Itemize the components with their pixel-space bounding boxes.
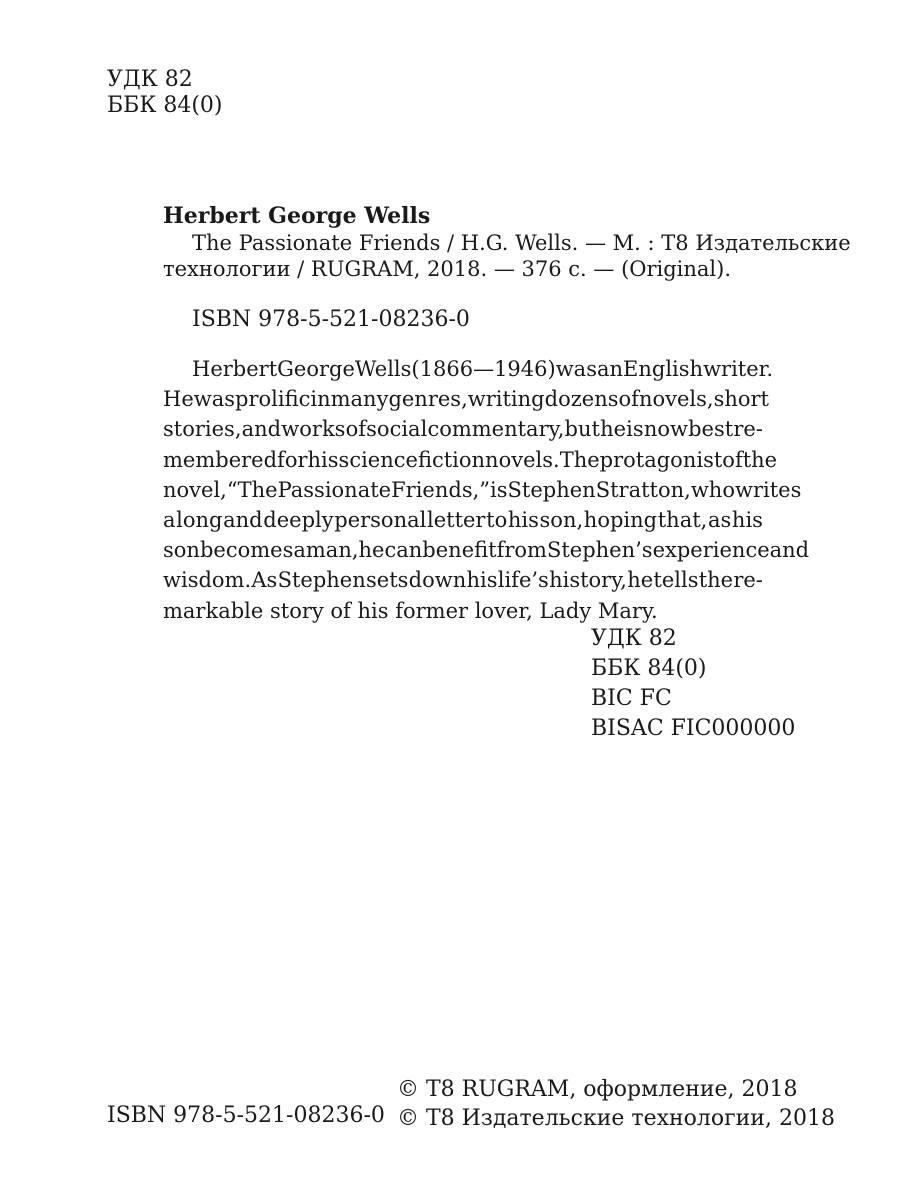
author-name: Herbert George Wells bbox=[163, 203, 431, 229]
description-line bbox=[163, 596, 763, 626]
description-word: can bbox=[384, 538, 423, 563]
description-line bbox=[163, 535, 810, 565]
description-word: science bbox=[338, 447, 418, 472]
description-word: the bbox=[698, 568, 734, 593]
description-word: Passionate bbox=[277, 477, 392, 502]
description-word: protagonist bbox=[599, 447, 723, 472]
description-line bbox=[163, 354, 774, 384]
description-word: he bbox=[600, 417, 627, 442]
description-word: man, bbox=[305, 538, 359, 563]
classification-block bbox=[591, 624, 795, 744]
description-word: now bbox=[643, 417, 688, 442]
description-word: — bbox=[473, 357, 495, 381]
description-word: fiction bbox=[417, 447, 486, 472]
description-word: is bbox=[490, 477, 508, 502]
description-word: experience bbox=[652, 538, 770, 563]
description-word: is bbox=[626, 417, 644, 442]
description-word: who bbox=[690, 477, 735, 502]
description-word: a bbox=[293, 538, 306, 563]
description-word: personal bbox=[334, 508, 427, 533]
description-word: his bbox=[307, 447, 339, 472]
description-word: re- bbox=[733, 417, 763, 442]
description-word: was bbox=[555, 357, 597, 381]
description-word: wisdom. bbox=[163, 568, 252, 593]
description-word: writer. bbox=[703, 357, 774, 381]
description-word: and bbox=[769, 538, 810, 563]
description-word: best bbox=[688, 417, 734, 442]
udk-code: УДК 82 bbox=[591, 626, 677, 651]
description-word: becomes bbox=[199, 538, 294, 563]
description-word: prolific bbox=[235, 387, 311, 412]
description-word: stories, bbox=[163, 417, 242, 442]
description-word: of bbox=[618, 387, 639, 412]
description-word: writes bbox=[734, 477, 802, 502]
description-line bbox=[163, 384, 770, 414]
book-description bbox=[163, 354, 810, 626]
description-word: son, bbox=[539, 508, 584, 533]
copyright-line: © T8 Издательские технологии, 2018 bbox=[397, 1106, 835, 1131]
description-word: (1866 bbox=[411, 357, 474, 381]
description-word: English bbox=[623, 357, 704, 381]
description-word: He bbox=[163, 387, 194, 412]
copyright-line: © T8 RUGRAM, оформление, 2018 bbox=[397, 1077, 798, 1102]
description-word: George bbox=[277, 357, 355, 381]
description-word: commentary, bbox=[427, 417, 565, 442]
bibliographic-line: The Passionate Friends / H.G. Wells. — M. : T8 Издательские bbox=[192, 231, 851, 255]
description-word: 1946) bbox=[494, 357, 556, 381]
description-line bbox=[163, 565, 763, 595]
description-word: and bbox=[241, 417, 282, 442]
description-word: in bbox=[310, 387, 331, 412]
description-word: of bbox=[722, 447, 743, 472]
description-word: genres, bbox=[388, 387, 468, 412]
description-word: his bbox=[466, 568, 498, 593]
description-word: life’s bbox=[497, 568, 549, 593]
description-word: he bbox=[627, 568, 654, 593]
description-word: Stephen bbox=[507, 477, 596, 502]
description-word: a bbox=[163, 508, 176, 533]
description-text: markable story of his former lover, Lady Mary. bbox=[163, 598, 658, 623]
description-line bbox=[163, 445, 778, 475]
description-word: deeply bbox=[263, 508, 334, 533]
top-classification-block bbox=[107, 67, 223, 119]
description-word: Friends,” bbox=[391, 477, 491, 502]
description-word: dozens bbox=[544, 387, 619, 412]
description-word: Stephen bbox=[277, 568, 366, 593]
isbn-footer: ISBN 978-5-521-08236-0 bbox=[107, 1103, 385, 1128]
description-word: that, bbox=[657, 508, 708, 533]
description-word: son bbox=[163, 538, 200, 563]
description-word: novels. bbox=[485, 447, 560, 472]
description-word: writing bbox=[467, 387, 545, 412]
description-word: down bbox=[408, 568, 467, 593]
description-word: but bbox=[564, 417, 600, 442]
description-word: re- bbox=[733, 568, 763, 593]
bibliographic-record bbox=[163, 230, 851, 282]
description-word: from bbox=[496, 538, 547, 563]
description-word: works bbox=[281, 417, 346, 442]
description-word: hoping bbox=[583, 508, 658, 533]
description-word: and bbox=[223, 508, 263, 533]
description-word: tells bbox=[653, 568, 699, 593]
description-word: many bbox=[330, 387, 389, 412]
description-word: novels, bbox=[638, 387, 714, 412]
description-word: Stratton, bbox=[595, 477, 691, 502]
description-line bbox=[163, 505, 763, 535]
description-word: Stephen’s bbox=[546, 538, 653, 563]
udk-code: УДК 82 bbox=[107, 67, 193, 92]
description-word: novel, bbox=[163, 477, 227, 502]
description-word: for bbox=[277, 447, 308, 472]
description-word: membered bbox=[163, 447, 278, 472]
description-word: benefit bbox=[422, 538, 497, 563]
description-word: “The bbox=[226, 477, 278, 502]
bic-code: BIC FC bbox=[591, 686, 672, 711]
description-word: his bbox=[507, 508, 539, 533]
description-word: Wells bbox=[354, 357, 412, 381]
description-word: The bbox=[559, 447, 600, 472]
bbk-code: ББК 84(0) bbox=[591, 656, 707, 681]
description-word: an bbox=[596, 357, 624, 381]
description-word: letter bbox=[426, 508, 486, 533]
description-word: Herbert bbox=[192, 357, 278, 381]
bisac-code: BISAC FIC000000 bbox=[591, 716, 796, 741]
isbn-main: ISBN 978-5-521-08236-0 bbox=[192, 307, 470, 332]
description-word: he bbox=[358, 538, 385, 563]
copyright-block bbox=[397, 1075, 835, 1133]
bibliographic-line: технологии / RUGRAM, 2018. — 376 с. — (Original). bbox=[163, 257, 732, 281]
description-word: short bbox=[713, 387, 770, 412]
description-word: of bbox=[345, 417, 367, 442]
description-line bbox=[163, 414, 763, 444]
description-line bbox=[163, 475, 802, 505]
description-word: As bbox=[251, 568, 278, 593]
description-word: history, bbox=[549, 568, 627, 593]
description-word: social bbox=[366, 417, 428, 442]
description-word: his bbox=[731, 508, 763, 533]
description-word: sets bbox=[366, 568, 409, 593]
description-word: was bbox=[193, 387, 236, 412]
description-word: as bbox=[707, 508, 732, 533]
description-word: long bbox=[176, 508, 223, 533]
description-word: to bbox=[486, 508, 508, 533]
bbk-code: ББК 84(0) bbox=[107, 93, 223, 118]
description-word: the bbox=[742, 447, 778, 472]
